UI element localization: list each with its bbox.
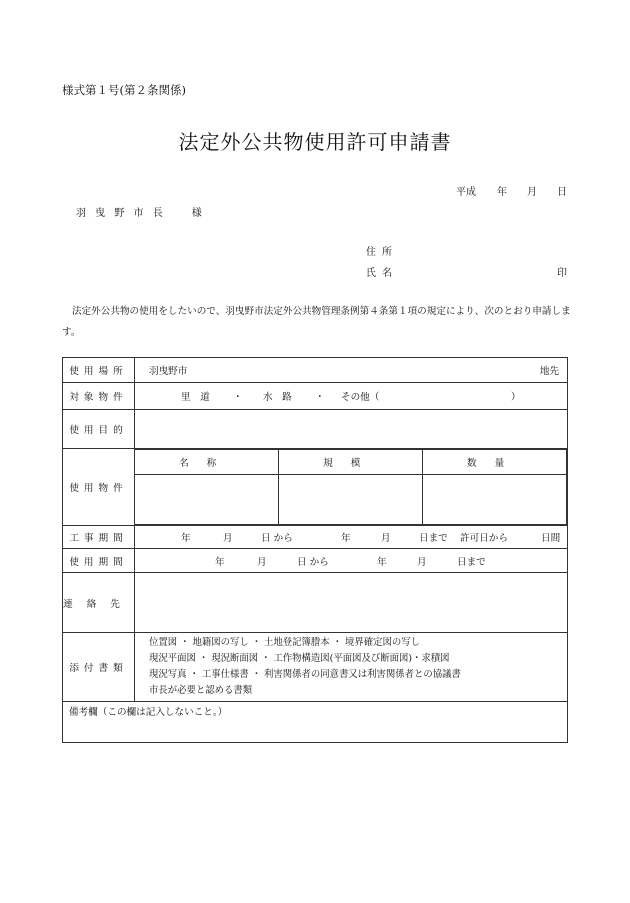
items-col-qty: 数量	[423, 450, 567, 475]
intro-text: 法定外公共物の使用をしたいので、羽曳野市法定外公共物管理条例第４条第１項の規定により、次のとおり申請します。	[62, 306, 571, 338]
items-col-spec: 規模	[279, 450, 423, 475]
usage-d1: 日 から	[297, 556, 329, 568]
construction-d1: 日 から	[261, 533, 293, 544]
address-label: 住所	[366, 247, 398, 258]
row-location	[63, 358, 568, 383]
items-spec-input[interactable]	[279, 475, 423, 525]
construction-label: 工事期間	[63, 526, 135, 549]
construction-m1: 月	[223, 533, 233, 544]
object-option-other[interactable]: その他（	[341, 392, 380, 403]
location-label: 使用場所	[63, 358, 135, 383]
page-title: 法定外公共物使用許可申請書	[178, 130, 452, 154]
remarks-label: 備考欄（この欄は記入しないこと。）	[69, 707, 228, 718]
name-label: 氏名	[366, 268, 398, 279]
usage-m2: 月	[417, 556, 427, 568]
attachment-line: 市長が必要と認める書類	[149, 685, 253, 696]
attachment-line: 現況平面図 ・ 現況断面図 ・ 工作物構造図(平面図及び断面図)・求積図	[149, 653, 450, 664]
object-sep-2: ・	[315, 392, 325, 403]
usage-m1: 月	[257, 556, 267, 568]
date-year: 年	[497, 187, 507, 198]
construction-m2: 月	[381, 533, 391, 544]
row-usage	[63, 549, 568, 573]
contact-label: 連絡先	[63, 573, 135, 633]
attachment-line: 位置図 ・ 地籍図の写し ・ 土地登記簿謄本 ・ 境界確定図の写し	[149, 637, 421, 648]
location-city: 羽曳野市	[149, 366, 188, 377]
addressee: 羽 曳 野 市 長 様	[76, 208, 205, 219]
attachments-list	[135, 633, 568, 702]
construction-y2: 年	[341, 533, 351, 544]
location-field[interactable]	[135, 358, 568, 383]
purpose-label: 使用目的	[63, 410, 135, 449]
items-grid	[135, 449, 568, 526]
construction-field[interactable]	[135, 526, 568, 549]
object-option-waterway[interactable]: 水 路	[263, 392, 292, 403]
date-day: 日	[557, 187, 567, 198]
object-field[interactable]	[135, 383, 568, 410]
object-sep-1: ・	[233, 392, 243, 403]
items-label: 使用物件	[63, 449, 135, 526]
seal-mark: 印	[557, 268, 567, 279]
usage-y2: 年	[377, 556, 387, 568]
row-purpose	[63, 410, 568, 449]
contact-field[interactable]	[135, 573, 568, 633]
row-remarks	[63, 702, 568, 743]
construction-days: 日間	[541, 533, 561, 544]
date-month: 月	[527, 187, 537, 198]
application-table	[62, 357, 568, 743]
row-contact	[63, 573, 568, 633]
object-close: ）	[511, 392, 521, 403]
construction-d2: 日まで	[419, 533, 448, 544]
usage-label: 使用期間	[63, 549, 135, 573]
location-suffix: 地先	[539, 366, 559, 377]
attachments-label: 添付書類	[63, 633, 135, 702]
date-era: 平成	[456, 187, 476, 198]
items-qty-input[interactable]	[423, 475, 567, 525]
attachment-line: 現況写真 ・ 工事仕様書 ・ 利害関係者の同意書又は利害関係者との協議書	[149, 669, 461, 680]
items-col-name: 名称	[135, 450, 279, 475]
items-name-input[interactable]	[135, 475, 279, 525]
usage-field[interactable]	[135, 549, 568, 573]
construction-permit: 許可日から	[460, 533, 508, 544]
row-construction	[63, 526, 568, 549]
row-attachments	[63, 633, 568, 702]
object-label: 対象物件	[63, 383, 135, 410]
usage-y1: 年	[215, 556, 225, 568]
usage-d2: 日まで	[457, 556, 486, 568]
row-object	[63, 383, 568, 410]
purpose-field[interactable]	[135, 410, 568, 449]
remarks-field	[63, 702, 568, 743]
construction-y1: 年	[181, 533, 191, 544]
row-items	[63, 449, 568, 526]
form-number: 様式第１号(第２条関係)	[62, 83, 186, 97]
object-option-road[interactable]: 里 道	[181, 392, 210, 403]
